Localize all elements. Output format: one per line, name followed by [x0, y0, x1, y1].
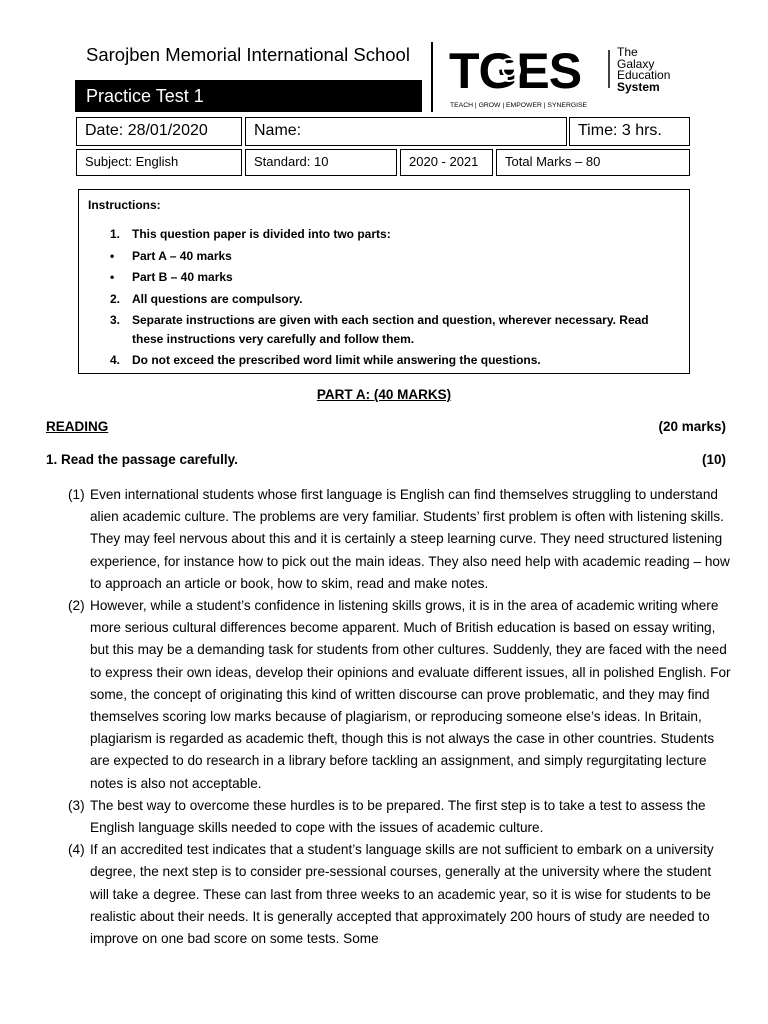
logo-line-3: Education	[617, 68, 671, 82]
reading-passage	[68, 484, 732, 950]
instruction-item: • Part B – 40 marks	[110, 270, 233, 284]
subject-field: Subject: English	[76, 149, 242, 176]
logo-line-1: The	[617, 45, 638, 59]
reading-section-title: READING	[46, 419, 109, 434]
instructions-title: Instructions:	[88, 198, 161, 212]
part-a-heading: PART A: (40 MARKS)	[316, 387, 452, 402]
school-name: Sarojben Memorial International School	[86, 44, 410, 65]
logo-tagline: TEACH | GROW | EMPOWER | SYNERGISE	[450, 102, 588, 109]
logo-line-4: System	[617, 80, 660, 94]
question-1-marks: (10)	[701, 452, 726, 467]
year-field: 2020 - 2021	[400, 149, 493, 176]
instructions-box	[78, 189, 690, 374]
test-title-bar: Practice Test 1	[75, 80, 422, 112]
passage-paragraph-3: (3) The best way to overcome these hurdles is to be prepared. The first step is to take a test to assess the English language skills needed to cope with the issues of academic culture.	[68, 797, 706, 836]
date-field: Date: 28/01/2020	[76, 117, 242, 146]
logo-letters: TGES	[449, 44, 582, 99]
passage-paragraph-1: (1) Even international students whose first language is English can find themselves struggling to understand alien academic culture. The problems are very familiar. Students’ first problem is often with listening skills. They may feel nervous about this and it is certainly a steep learning curve. They need structured listening experience, for instance how to pick out the main ideas. They also need help with academic reading – how to approach an article or book, how to skim, read and make notes.	[68, 487, 730, 591]
instruction-item: 1. This question paper is divided into two parts:	[110, 227, 391, 241]
instruction-item: • Part A – 40 marks	[110, 248, 232, 263]
reading-section-marks: (20 marks)	[658, 419, 726, 434]
total-marks-field: Total Marks – 80	[496, 149, 690, 176]
time-field: Time: 3 hrs.	[569, 117, 690, 146]
question-1-title: 1. Read the passage carefully.	[46, 452, 238, 467]
header-divider	[431, 42, 433, 112]
instructions-list	[79, 225, 689, 373]
passage-paragraph-4: (4) If an accredited test indicates that a student’s language skills are not sufficient to embark on a university degree, the next step is to consider pre-sessional courses, generally at the university where the student will take a degree. These can last from three weeks to an academic year, so it is wise for students to be realistic about their needs. It is generally accepted that approximately 200 hours of study are needed to improve on one bad score on some tests. Some	[68, 842, 714, 947]
standard-field: Standard: 10	[245, 149, 397, 176]
logo-line-2: Galaxy	[617, 57, 655, 71]
instruction-item: 2. All questions are compulsory.	[110, 291, 303, 306]
instruction-item: 4. Do not exceed the prescribed word limit while answering the questions.	[110, 353, 541, 367]
instruction-item: 3. Separate instructions are given with each section and question, wherever necessary. Read these instructions very carefully and follow them.	[110, 313, 649, 346]
passage-paragraph-2: (2) However, while a student’s confidence in listening skills grows, it is in the area of academic writing where more serious cultural differences become apparent. Much of British education is based on essay writing, but this may be a demanding task for students from other cultures. Suddenly, they are faced with the need to express their own ideas, develop their opinions and evaluate different issues, all in polished English. For some, the concept of originating this kind of written discourse can prove problematic, and they may find themselves scoring low marks because of plagiarism, or reproducing someone else’s ideas. In Britain, plagiarism is regarded as academic theft, though this is not always the case in other countries. Students are expected to do research in a library before tackling an assignment, and simply regurgitating lecture notes is also not acceptable.	[68, 598, 731, 791]
name-field[interactable]: Name:	[245, 117, 567, 146]
tges-logo	[449, 44, 689, 114]
